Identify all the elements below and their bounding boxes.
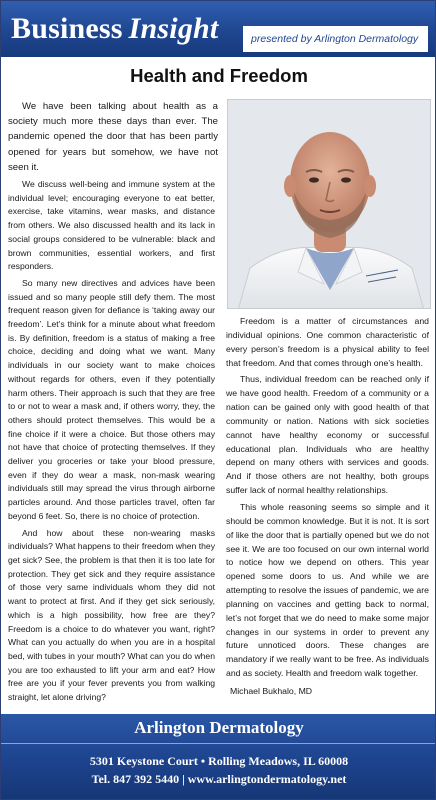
paragraph: And how about these non-wearing masks individuals? What happens to their freedom when they get sick? See, the problem is that then it is too late for protection. They get sick and they require assistance of those very same individuals whom they did not want to protect at first. And if they get sick seriously, which is a high possibility, how free are they? Freedom is a choice to do whatever you want, right? What can you actually do when you are in a hospital bed, with tubes in your mouth? What can you do when you are too exhausted to lift your arm and eat? How free are you if your fever prevents you from walking straight, let alone driving?: [8, 527, 215, 703]
header-banner: [1, 1, 436, 57]
paragraph: Freedom is a matter of circumstances and individual opinions. One common characteristic of every person’s freedom is a physical ability to feel that freedom. And that comes through one’s health.: [226, 316, 429, 368]
article-title: Health and Freedom: [130, 65, 308, 86]
footer-divider: [1, 743, 436, 744]
doctor-portrait-illustration: [228, 100, 431, 309]
footer-banner: [1, 714, 436, 800]
left-column-bottom: [8, 178, 215, 708]
brand-title-insight: Insight: [128, 12, 219, 45]
paragraph: This whole reasoning seems so simple and it should be common knowledge. But it is not. It is sort of like the door that is partially opened but we do not see it. We are too focused on our own internal world to notice how we depend on others. This year opened some doors to us. And while we are attempting to resolve the issues of pandemic, we are planning on vaccines and getting back to normal, let’s not forget that we do need to make some major changes in our systems in order to prevent any future unnoticed doors. These changes are mandatory if we really want to be free. As individuals and as society. Health and freedom walk together.: [226, 501, 429, 679]
brand-title-business: Business: [11, 12, 123, 45]
footer-address: 5301 Keystone Court • Rolling Meadows, IL 60008: [89, 754, 349, 768]
author-signature: Michael Bukhalo, MD: [230, 685, 313, 696]
footer-contact: Tel. 847 392 5440 | www.arlingtondermatology.net: [91, 772, 347, 786]
paragraph: We have been talking about health as a society much more these days than ever. The pandemic opened the door that has been partly opened for years but somehow, we have not seen it.: [8, 101, 218, 173]
left-column-top: [8, 99, 218, 178]
presented-by-label: presented by Arlington Dermatology: [243, 26, 428, 52]
paragraph: Thus, individual freedom can be reached only if we have good health. Freedom of a community or a nation can be gained only with good health of that community or nation. Nations with sick societies cannot have healthy economy or successful educational plan. Individuals who are healthy depend on many others with services and goods. And if those others are not healthy, both groups suffer lack of normal healthy relationships.: [226, 374, 429, 496]
paragraph: We discuss well-being and immune system at the individual level; encouraging everyone to eat better, exercise, take vitamins, wear masks, and distance from others. We also discussed health and its lack in social groups considered to be vulnerable: black and brown communities, essential workers, and first responders.: [8, 179, 215, 272]
right-column: [226, 315, 429, 699]
author-photo: [227, 99, 431, 309]
brand-title: [11, 7, 218, 51]
footer-company-name: Arlington Dermatology: [134, 718, 304, 737]
paragraph: So many new directives and advices have been issued and so many people still defy them. The most frequent reason given for defiance is ‘taking away our freedom’. Let’s think for a minute about what freedom is. By definition, freedom is a status of making a free choice, deciding and doing what we want. Many individuals in our society want to make choices without regards for others, even if they potentially harm others. Their approach is such that they are free to or not to wear a mask and, if others worry, they, the others should protect themselves. This would be a fine choice if it were a choice. But those others may not have that choice of protecting themselves. If they deliver you groceries or take your blood pressure, even if they do wear a mask, non-mask wearing individuals still may spread the virus through airborne particles around. And those particles travel, often far beyond 6 feet. So, there is no choice of protection.: [8, 277, 215, 521]
